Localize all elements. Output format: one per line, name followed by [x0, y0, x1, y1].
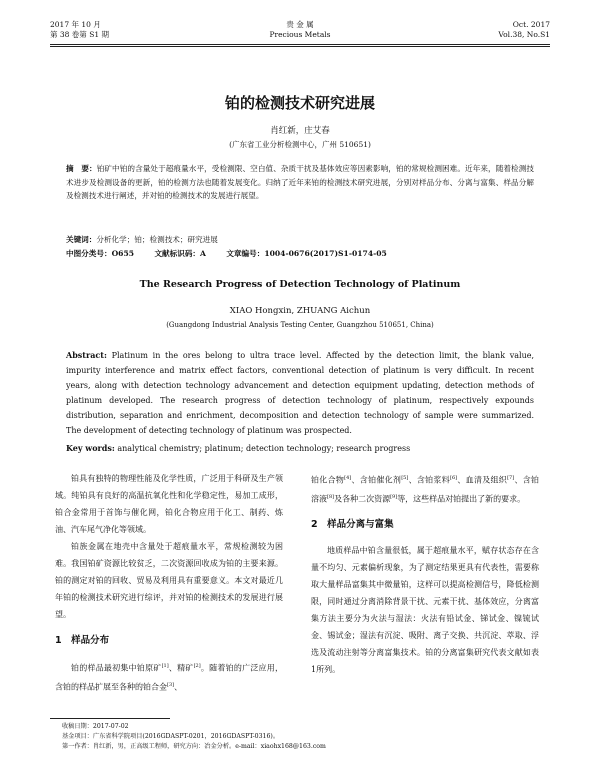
footnote-author: 第一作者：肖红新，男，正高级工程师，研究方向：冶金分析。e-mail：xiaohx168@163.com — [62, 743, 326, 750]
affiliation-cn: (广东省工业分析检测中心，广州 510651) — [229, 140, 371, 149]
keywords-cn — [66, 233, 534, 247]
article-number-label: 文章编号： — [226, 249, 265, 258]
citation-6: [6] — [450, 475, 458, 481]
left-paragraph-2: 铂族金属在地壳中含量处于超痕量水平，常规检测较为困难。我国铂矿资源比较贫乏，二次资源回收成为铂的主要来源。铂的测定对铂的回收、贸易及利用具有重要意义。本文对最近几年铂的检测技术研究进行综评，并对铂的检测技术的发展进行展望。 — [55, 542, 283, 619]
abstract-cn — [66, 162, 534, 203]
header-date-en: Oct. 2017 — [512, 20, 550, 29]
keywords-en-label: Key words: — [66, 443, 115, 453]
right-paragraph-2: 地质样品中铂含量很低，属于超痕量水平，赋存状态存在含量不均匀、元素偏析现象，为了测定结果更具有代表性，需要称取大量样品富集其中微量铂，这样可以提高检测信号，降低检测限，同时通过分离消除背景干扰、元素干扰、基体效应，分离富集方法主要分为火法与湿法：火法有铅试金、锑试金、镍锍试金、锡试金；湿法有沉淀、吸附、离子交换、共沉淀、萃取、浮选及流动注射等分离富集技术。铂的分离富集研究代表文献如表1所列。 — [311, 546, 539, 675]
section-heading-1: 1 样品分布 — [55, 635, 110, 646]
clc-label: 中图分类号： — [66, 249, 112, 258]
affiliation-en: (Guangdong Industrial Analysis Testing Center, Guangzhou 510651, China) — [166, 321, 434, 329]
paper-title-cn: 铂的检测技术研究进展 — [224, 94, 375, 112]
citation-2: [2] — [193, 663, 201, 669]
citation-3: [3] — [167, 681, 175, 688]
header-rule-thin — [50, 46, 550, 47]
p3-text-a: 铂的样品最初集中铂原矿 — [71, 663, 162, 673]
keywords-en-text: analytical chemistry; platinum; detection technology; research progress — [117, 444, 411, 453]
section-heading-2: 2 样品分离与富集 — [311, 519, 394, 531]
rp1-text-c: 、含铂浆料 — [408, 475, 451, 485]
article-number-value: 1004-0676(2017)S1-0174-05 — [264, 249, 387, 258]
header-volume-cn: 第 38 卷第 S1 期 — [50, 30, 109, 39]
article-number — [226, 249, 387, 258]
doc-code-label: 文献标识码： — [154, 249, 201, 258]
doc-code-value: A — [200, 249, 206, 258]
header-volume-en: Vol.38, No.S1 — [498, 30, 550, 39]
header-date-cn: 2017 年 10 月 — [50, 20, 101, 29]
abstract-en-label: Abstract: — [66, 350, 107, 360]
classification-line — [66, 247, 534, 261]
keywords-en — [66, 442, 534, 455]
footnote — [62, 722, 550, 752]
citation-9: [9] — [390, 493, 398, 500]
citation-1: [1] — [161, 663, 169, 669]
rp1-text-f: 及各种二次资源 — [334, 494, 391, 504]
body-column-left — [55, 470, 283, 695]
citation-8: [8] — [327, 493, 335, 500]
left-paragraph-1: 铂具有独特的物理性能及化学性质，广泛用于科研及生产领域。纯铂具有良好的高温抗氧化性和化学稳定性，易加工成形，铂合金常用于首饰与催化网，铂化合物应用于化工、制药、炼油、汽车尾气净化等领域。 — [55, 474, 283, 534]
abstract-en-text: Platinum in the ores belong to ultra trace level. Affected by the detection limit, the blank value, impurity interference and matrix effect factors, conventional detection of platinum is very difficult. In recent years, along with detection technology advancement and detection equipment updating, detection methods of platinum developed. The research progress of detection technology of platinum, respectively expounds distribution, separation and enrichment, decomposition and detection technology of sample were summarized. The development of detecting technology of platinum was prospected. — [66, 351, 535, 435]
rp1-text-e: 、含铂溶液 — [311, 475, 540, 504]
footnote-rule — [50, 718, 170, 719]
right-paragraph-1 — [311, 470, 539, 507]
p3-text-d: 、 — [174, 682, 183, 692]
footnote-funding: 基金项目：广东省科学院项目(2016GDASPT-0201，2016GDASPT-0316)。 — [62, 733, 280, 740]
rp1-text-g: 等，这些样品对铂提出了新的要求。 — [397, 494, 526, 504]
keywords-cn-text: 分析化学；铂；检测技术；研究进展 — [96, 235, 218, 244]
p3-text-b: 、精矿 — [168, 663, 194, 673]
left-paragraph-3 — [55, 658, 283, 695]
paper-title-en: The Research Progress of Detection Technology of Platinum — [139, 279, 461, 290]
rp1-text-b: 、含铂催化剂 — [351, 475, 402, 485]
abstract-cn-text: 铂矿中铂的含量处于超痕量水平，受检测限、空白值、杂质干扰及基体效应等因素影响，铂的常规检测困难。近年来，随着检测技术进步及检测设备的更新，铂的检测方法也随着发展变化。归纳了近年来铂的检测技术研究进展，分别对样品分布、分离与富集、样品分解及检测技术进行阐述，并对铂的检测技术的发展进行展望。 — [66, 164, 535, 200]
citation-7: [7] — [507, 475, 515, 481]
p3-text-c: 。随着铂的广泛应用，含铂的样品扩展至各种的铂合金 — [55, 663, 284, 692]
journal-name-en: Precious Metals — [269, 30, 331, 39]
document-code — [154, 249, 205, 258]
rp1-text-a: 铂化合物 — [311, 475, 345, 485]
body-column-right — [311, 470, 539, 678]
header-rule — [50, 44, 550, 45]
clc-number — [66, 249, 134, 258]
authors-en: XIAO Hongxin, ZHUANG Aichun — [229, 306, 371, 316]
rp1-text-d: 、血清及组织 — [457, 475, 508, 485]
abstract-cn-label: 摘 要： — [66, 164, 97, 173]
header-right — [498, 20, 550, 40]
citation-4: [4] — [344, 475, 352, 481]
citation-5: [5] — [401, 475, 409, 481]
clc-value: O655 — [111, 249, 135, 258]
abstract-en — [66, 348, 534, 438]
journal-name-cn: 贵 金 属 — [286, 20, 314, 29]
footnote-received: 收稿日期：2017-07-02 — [62, 723, 129, 730]
authors-cn: 肖红新，庄艾春 — [270, 126, 330, 136]
header-center — [50, 20, 550, 40]
keywords-cn-label: 关键词： — [66, 235, 97, 244]
